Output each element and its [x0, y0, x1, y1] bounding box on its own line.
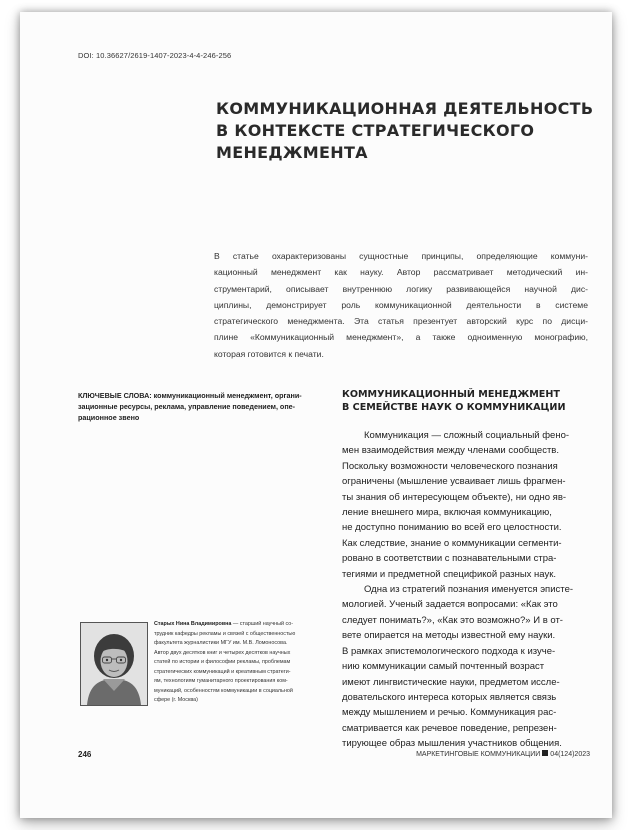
- body-line: тирующее образ мышления участников общения.: [342, 738, 562, 750]
- author-portrait-icon: [81, 623, 147, 705]
- author-bio-line: факультета журналистики МГУ им. М.В. Ломоносова.: [154, 640, 288, 646]
- body-line: довательского интереса которых является связь: [342, 691, 557, 703]
- body-line: Поскольку возможности человеческого познания: [342, 460, 558, 472]
- author-name: Старых Нина Владимировна: [154, 621, 232, 627]
- body-line: сматривается как речевое поведение, репрезен-: [342, 722, 557, 734]
- journal-page: [20, 12, 612, 818]
- abstract: [214, 248, 588, 362]
- author-bio-line: трудник кафедры рекламы и связей с общественностью: [154, 630, 296, 637]
- body-line: мен взаимодействия между членами сообществ.: [342, 445, 559, 457]
- body-line: Одна из стратегий познания именуется эпистe-: [364, 584, 574, 596]
- abstract-line: циплины, демонстрирует роль коммуникационной деятельности в системе: [214, 299, 588, 310]
- body-line: ты знания об интересующем объекте), ни одно яв-: [342, 491, 567, 503]
- keywords-line: рационное звено: [78, 413, 140, 422]
- issue-number: 04(124)2023: [550, 751, 590, 758]
- body-line: В рамках эпистемологического подхода к изуче-: [342, 645, 556, 657]
- body-line: ровано в соответствии с познавательными стра-: [342, 553, 557, 565]
- author-photo: [80, 622, 148, 706]
- keywords-line: КЛЮЧЕВЫЕ СЛОВА: коммуникационный менеджмент, органи-: [78, 391, 302, 400]
- abstract-line: В статье охарактеризованы сущностные принципы, определяющие коммуни-: [214, 251, 588, 261]
- keywords-line: зационные ресурсы, реклама, управление поведением, опе-: [78, 402, 296, 411]
- author-bio-line: стратегических коммуникаций и креативным стратеги-: [154, 668, 291, 675]
- abstract-line: плине «Коммуникационный менеджмент», а также одноименную монографию,: [214, 332, 588, 343]
- page-number: 246: [78, 750, 92, 759]
- article-title: [216, 98, 594, 164]
- body-line: мологией. Ученый задается вопросами: «Как это: [342, 599, 558, 611]
- body-line: следует понимать?», «Как это возможно?» И в от-: [342, 614, 563, 626]
- section-heading-line: КОММУНИКАЦИОННЫЙ МЕНЕДЖМЕНТ: [342, 389, 560, 400]
- author-bio-line: статей по истории и философии рекламы, проблемам: [154, 659, 291, 665]
- section-heading-line: В СЕМЕЙСТВЕ НАУК О КОММУНИКАЦИИ: [342, 401, 566, 413]
- keywords: [78, 390, 308, 423]
- abstract-line: струментарий, описывает внутреннюю логику развивающейся научной дис-: [214, 283, 588, 294]
- author-bio-text: — старший научный со-: [231, 621, 294, 627]
- author-bio-line: [154, 620, 334, 630]
- author-bio-line: муникаций, особенностям коммуникации в социальной: [154, 687, 293, 694]
- body-line: Как следствие, знание о коммуникации сегменти-: [342, 537, 562, 549]
- author-bio-line: сфере (г. Москва): [154, 697, 198, 703]
- body-line: Коммуникация — сложный социальный фено-: [364, 430, 570, 441]
- body-line: имеют лингвистические науки, предметом иссле-: [342, 676, 560, 688]
- title-line: В КОНТЕКСТЕ СТРАТЕГИЧЕСКОГО: [216, 121, 535, 140]
- running-footer: [416, 750, 590, 758]
- body-line: тегиями и предметной спецификой разных наук.: [342, 568, 557, 580]
- title-line: КОММУНИКАЦИОННАЯ ДЕЯТЕЛЬНОСТЬ: [216, 99, 594, 118]
- section-heading: [342, 389, 592, 414]
- author-bio-line: Автор двух десятков книг и четырех десятков научных: [154, 649, 291, 656]
- author-bio: [154, 620, 334, 706]
- square-bullet-icon: [542, 750, 548, 756]
- body-line: ление внешнего мира, включая коммуникацию,: [342, 507, 552, 519]
- author-bio-line: ям, технологиям гуманитарного проектирования ком-: [154, 678, 288, 684]
- journal-name: МАРКЕТИНГОВЫЕ КОММУНИКАЦИИ: [416, 751, 541, 758]
- body-text: [342, 428, 594, 752]
- abstract-line: кационный менеджмент как науку. Автор рассматривает методический ин-: [214, 267, 588, 278]
- body-line: не доступно пониманию во всей его целостности.: [342, 522, 562, 534]
- body-line: вете опирается на методы известной ему науки.: [342, 630, 556, 642]
- body-line: между мышлением и речью. Коммуникация рас-: [342, 707, 557, 719]
- body-line: ограничены (мышление усваивает лишь фрагмен-: [342, 476, 566, 488]
- doi-line: DOI: 10.36627/2619-1407-2023-4-4-246-256: [78, 51, 232, 60]
- title-line: МЕНЕДЖМЕНТА: [216, 143, 368, 162]
- abstract-line: которая готовится к печати.: [214, 348, 324, 359]
- abstract-line: стратегического менеджмента. Эта статья презентует авторский курс по дисци-: [214, 316, 588, 327]
- body-line: нию коммуникации самый почтенный возраст: [342, 661, 545, 673]
